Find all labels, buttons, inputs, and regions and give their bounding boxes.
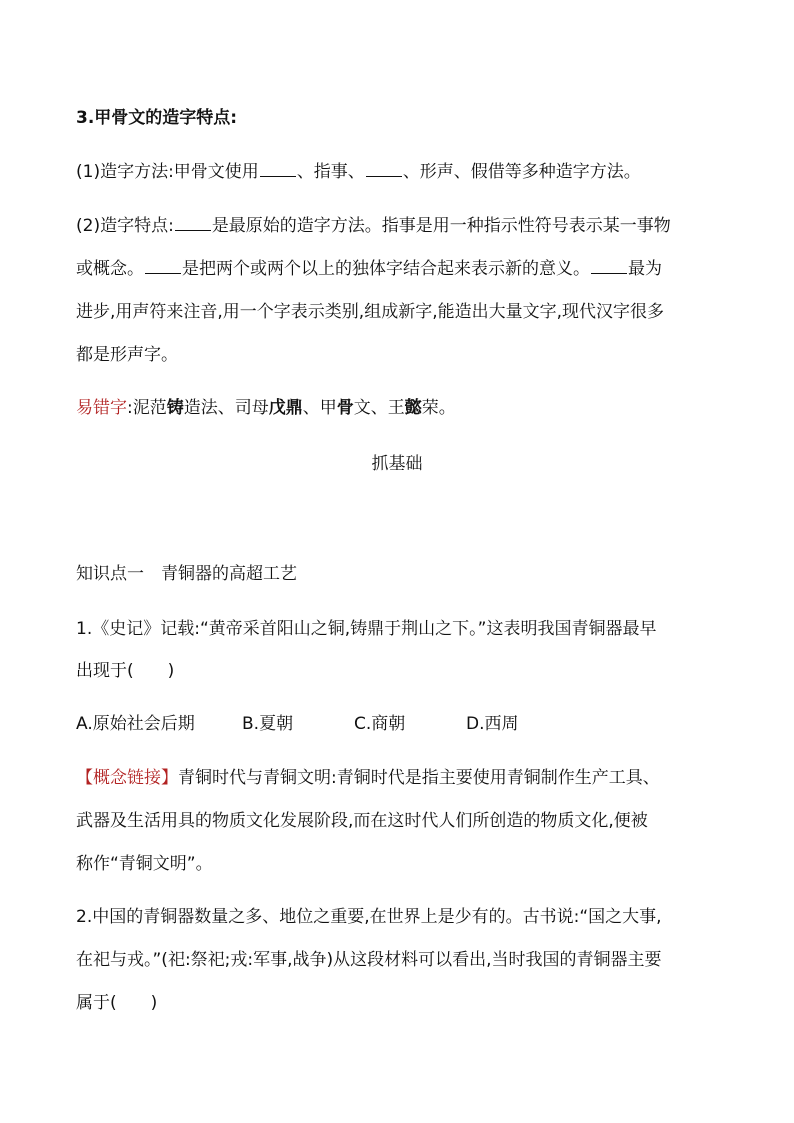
option-c: C.商朝 [354, 714, 406, 734]
item2-line-1 [76, 214, 726, 238]
item2-l2-prefix: 或概念。 [76, 259, 144, 279]
option-a: A.原始社会后期 [76, 714, 195, 734]
concept-line-3: 称作“青铜文明”。 [76, 854, 213, 874]
q2-line-1: 2.中国的青铜器数量之多、地位之重要,在世界上是少有的。古书说:“国之大事, [76, 907, 662, 927]
item1-prefix: (1)造字方法:甲骨文使用 [76, 162, 259, 182]
q2-line-2: 在祀与戎。”(祀:祭祀;戎:军事,战争)从这段材料可以看出,当时我国的青铜器主要 [76, 950, 662, 970]
concept-line-2: 武器及生活用具的物质文化发展阶段,而在这时代人们所创造的物质文化,便被 [76, 811, 648, 831]
item2-line-3: 进步,用声符来注音,用一个字表示类别,组成新字,能造出大量文字,现代汉字很多 [76, 302, 665, 322]
fill-blank [366, 160, 402, 177]
easy-wrong-label: 易错字 [76, 398, 127, 418]
item1-mid2: 、形声、假借等多种造字方法。 [402, 162, 641, 182]
easy-wrong-char: 戊鼎 [268, 398, 303, 418]
item2-line-2 [76, 257, 726, 281]
concept-label: 【概念链接】 [76, 768, 178, 788]
easy-wrong-text: 、甲 [302, 398, 337, 418]
item1-line [76, 160, 726, 184]
easy-wrong-text: 荣。 [421, 398, 456, 418]
item1-mid1: 、指事、 [296, 162, 365, 182]
fill-blank [591, 257, 627, 274]
concept-text: 青铜时代与青铜文明:青铜时代是指主要使用青铜制作生产工具、 [178, 768, 660, 788]
option-d: D.西周 [466, 714, 519, 734]
item2-prefix: (2)造字特点: [76, 216, 174, 236]
easy-wrong-text: 文、王 [353, 398, 405, 418]
fill-blank [175, 214, 211, 231]
easy-wrong-char: 铸 [166, 398, 184, 418]
item2-l2-mid: 是把两个或两个以上的独体字结合起来表示新的意义。 [182, 259, 590, 279]
easy-wrong-line [76, 396, 726, 420]
section-heading: 抓基础 [371, 454, 423, 474]
item2-rest: 是最原始的造字方法。指事是用一种指示性符号表示某一事物 [211, 216, 671, 236]
q1-line-1: 1.《史记》记载:“黄帝采首阳山之铜,铸鼎于荆山之下。”这表明我国青铜器最早 [76, 619, 657, 639]
q1-options [76, 712, 726, 736]
option-b: B.夏朝 [242, 714, 294, 734]
easy-wrong-text: 造法、司母 [183, 398, 269, 418]
fill-blank [260, 160, 296, 177]
knowledge-point-title: 知识点一 青铜器的高超工艺 [76, 564, 297, 584]
q2-line-3: 属于( ) [76, 993, 158, 1013]
easy-wrong-text: :泥范 [127, 398, 167, 418]
concept-line-1 [76, 766, 726, 790]
fill-blank [145, 257, 181, 274]
item2-line-4: 都是形声字。 [76, 345, 178, 365]
q1-line-2: 出现于( ) [76, 661, 175, 681]
item2-l2-end: 最为 [628, 259, 662, 279]
easy-wrong-char: 骨 [336, 398, 354, 418]
section-title: 3.甲骨文的造字特点: [76, 108, 238, 128]
easy-wrong-char: 懿 [404, 398, 422, 418]
